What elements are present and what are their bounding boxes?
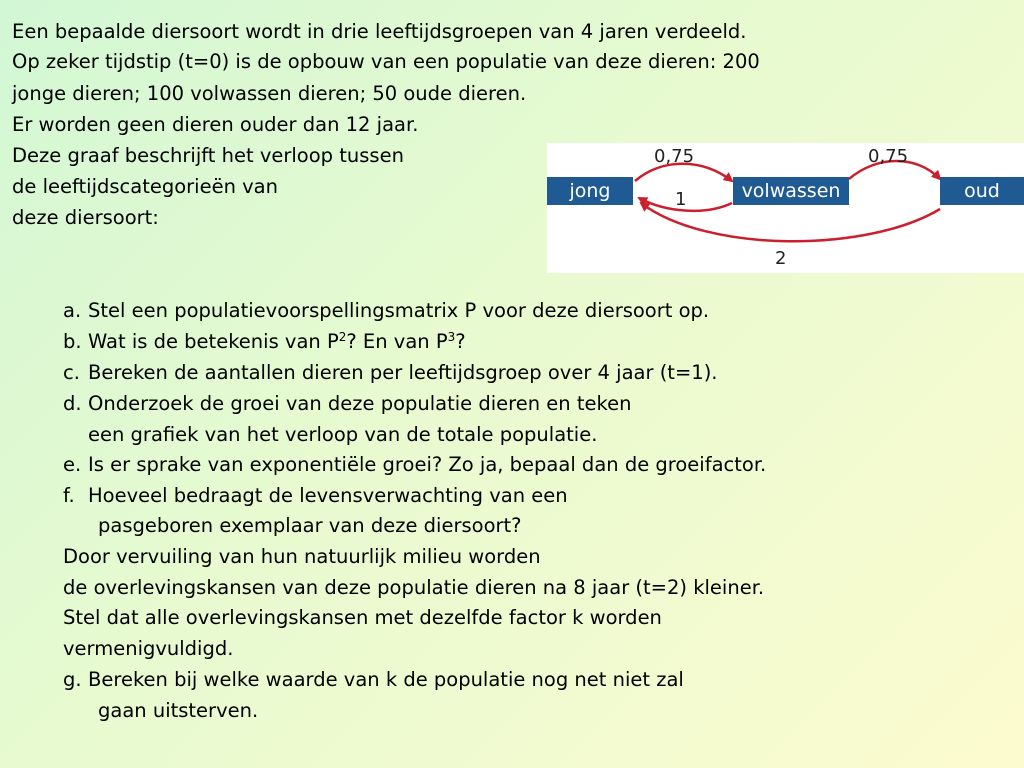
question-b-text-1: Wat is de betekenis van P: [88, 330, 339, 353]
question-b-label: b.: [63, 330, 82, 353]
intro-line-4: Er worden geen dieren ouder dan 12 jaar.: [12, 113, 419, 136]
paragraph-line-2: de overlevingskansen van deze populatie dieren na 8 jaar (t=2) kleiner.: [63, 576, 765, 599]
intro-line-2: Op zeker tijdstip (t=0) is de opbouw van een populatie van deze dieren: 200: [12, 50, 760, 73]
question-a-text: Stel een populatievoorspellingsmatrix P voor deze diersoort op.: [88, 299, 710, 322]
edge-label-jong-volwassen: 0,75: [654, 146, 695, 167]
edge-label-volwassen-oud: 0,75: [868, 146, 909, 167]
question-d-label: d.: [63, 392, 82, 415]
intro-line-1: Een bepaalde diersoort wordt in drie leeftijdsgroepen van 4 jaren verdeeld.: [12, 20, 747, 43]
question-b-text-3: ?: [455, 330, 466, 353]
question-d: [63, 389, 631, 419]
edge-label-volwassen-jong: 1: [675, 189, 687, 210]
question-d-text: Onderzoek de groei van deze populatie dieren en teken: [88, 392, 632, 415]
paragraph-line-1: Door vervuiling van hun natuurlijk milieu worden: [63, 545, 541, 568]
question-b: [63, 327, 466, 357]
node-volwassen: volwassen: [733, 177, 849, 205]
question-f: [63, 481, 568, 511]
question-g: [63, 665, 684, 695]
question-g-label: g.: [63, 668, 82, 691]
question-b-sup-1: 2: [338, 330, 347, 344]
node-jong: jong: [547, 177, 633, 205]
paragraph-line-3: Stel dat alle overlevingskansen met dezelfde factor k worden: [63, 606, 662, 629]
question-d-continuation: een grafiek van het verloop van de totale populatie.: [88, 423, 598, 446]
question-a: [63, 296, 709, 326]
question-c-label: c.: [63, 361, 80, 384]
question-f-continuation: pasgeboren exemplaar van deze diersoort?: [98, 514, 522, 537]
question-e-text: Is er sprake van exponentiële groei? Zo ja, bepaal dan de groeifactor.: [88, 453, 767, 476]
intro-line-7: deze diersoort:: [12, 206, 159, 229]
question-g-text: Bereken bij welke waarde van k de populatie nog net niet zal: [88, 668, 684, 691]
intro-line-5: Deze graaf beschrijft het verloop tussen: [12, 144, 404, 167]
question-g-continuation: gaan uitsterven.: [98, 699, 259, 722]
paragraph-line-4: vermenigvuldigd.: [63, 637, 234, 660]
question-b-sup-2: 3: [447, 330, 456, 344]
question-e: [63, 450, 766, 480]
question-f-text: Hoeveel bedraagt de levensverwachting van een: [88, 484, 568, 507]
question-e-label: e.: [63, 453, 82, 476]
age-transition-graph: [547, 143, 1024, 273]
intro-line-6: de leeftijdscategorieën van: [12, 175, 278, 198]
question-b-text-2: ? En van P: [346, 330, 448, 353]
node-oud: oud: [940, 177, 1024, 205]
question-a-label: a.: [63, 299, 82, 322]
question-c-text: Bereken de aantallen dieren per leeftijdsgroep over 4 jaar (t=1).: [88, 361, 718, 384]
edge-label-oud-jong: 2: [775, 248, 787, 269]
intro-line-3: jonge dieren; 100 volwassen dieren; 50 oude dieren.: [12, 82, 527, 105]
question-c: [63, 358, 718, 388]
question-f-label: f.: [63, 484, 75, 507]
